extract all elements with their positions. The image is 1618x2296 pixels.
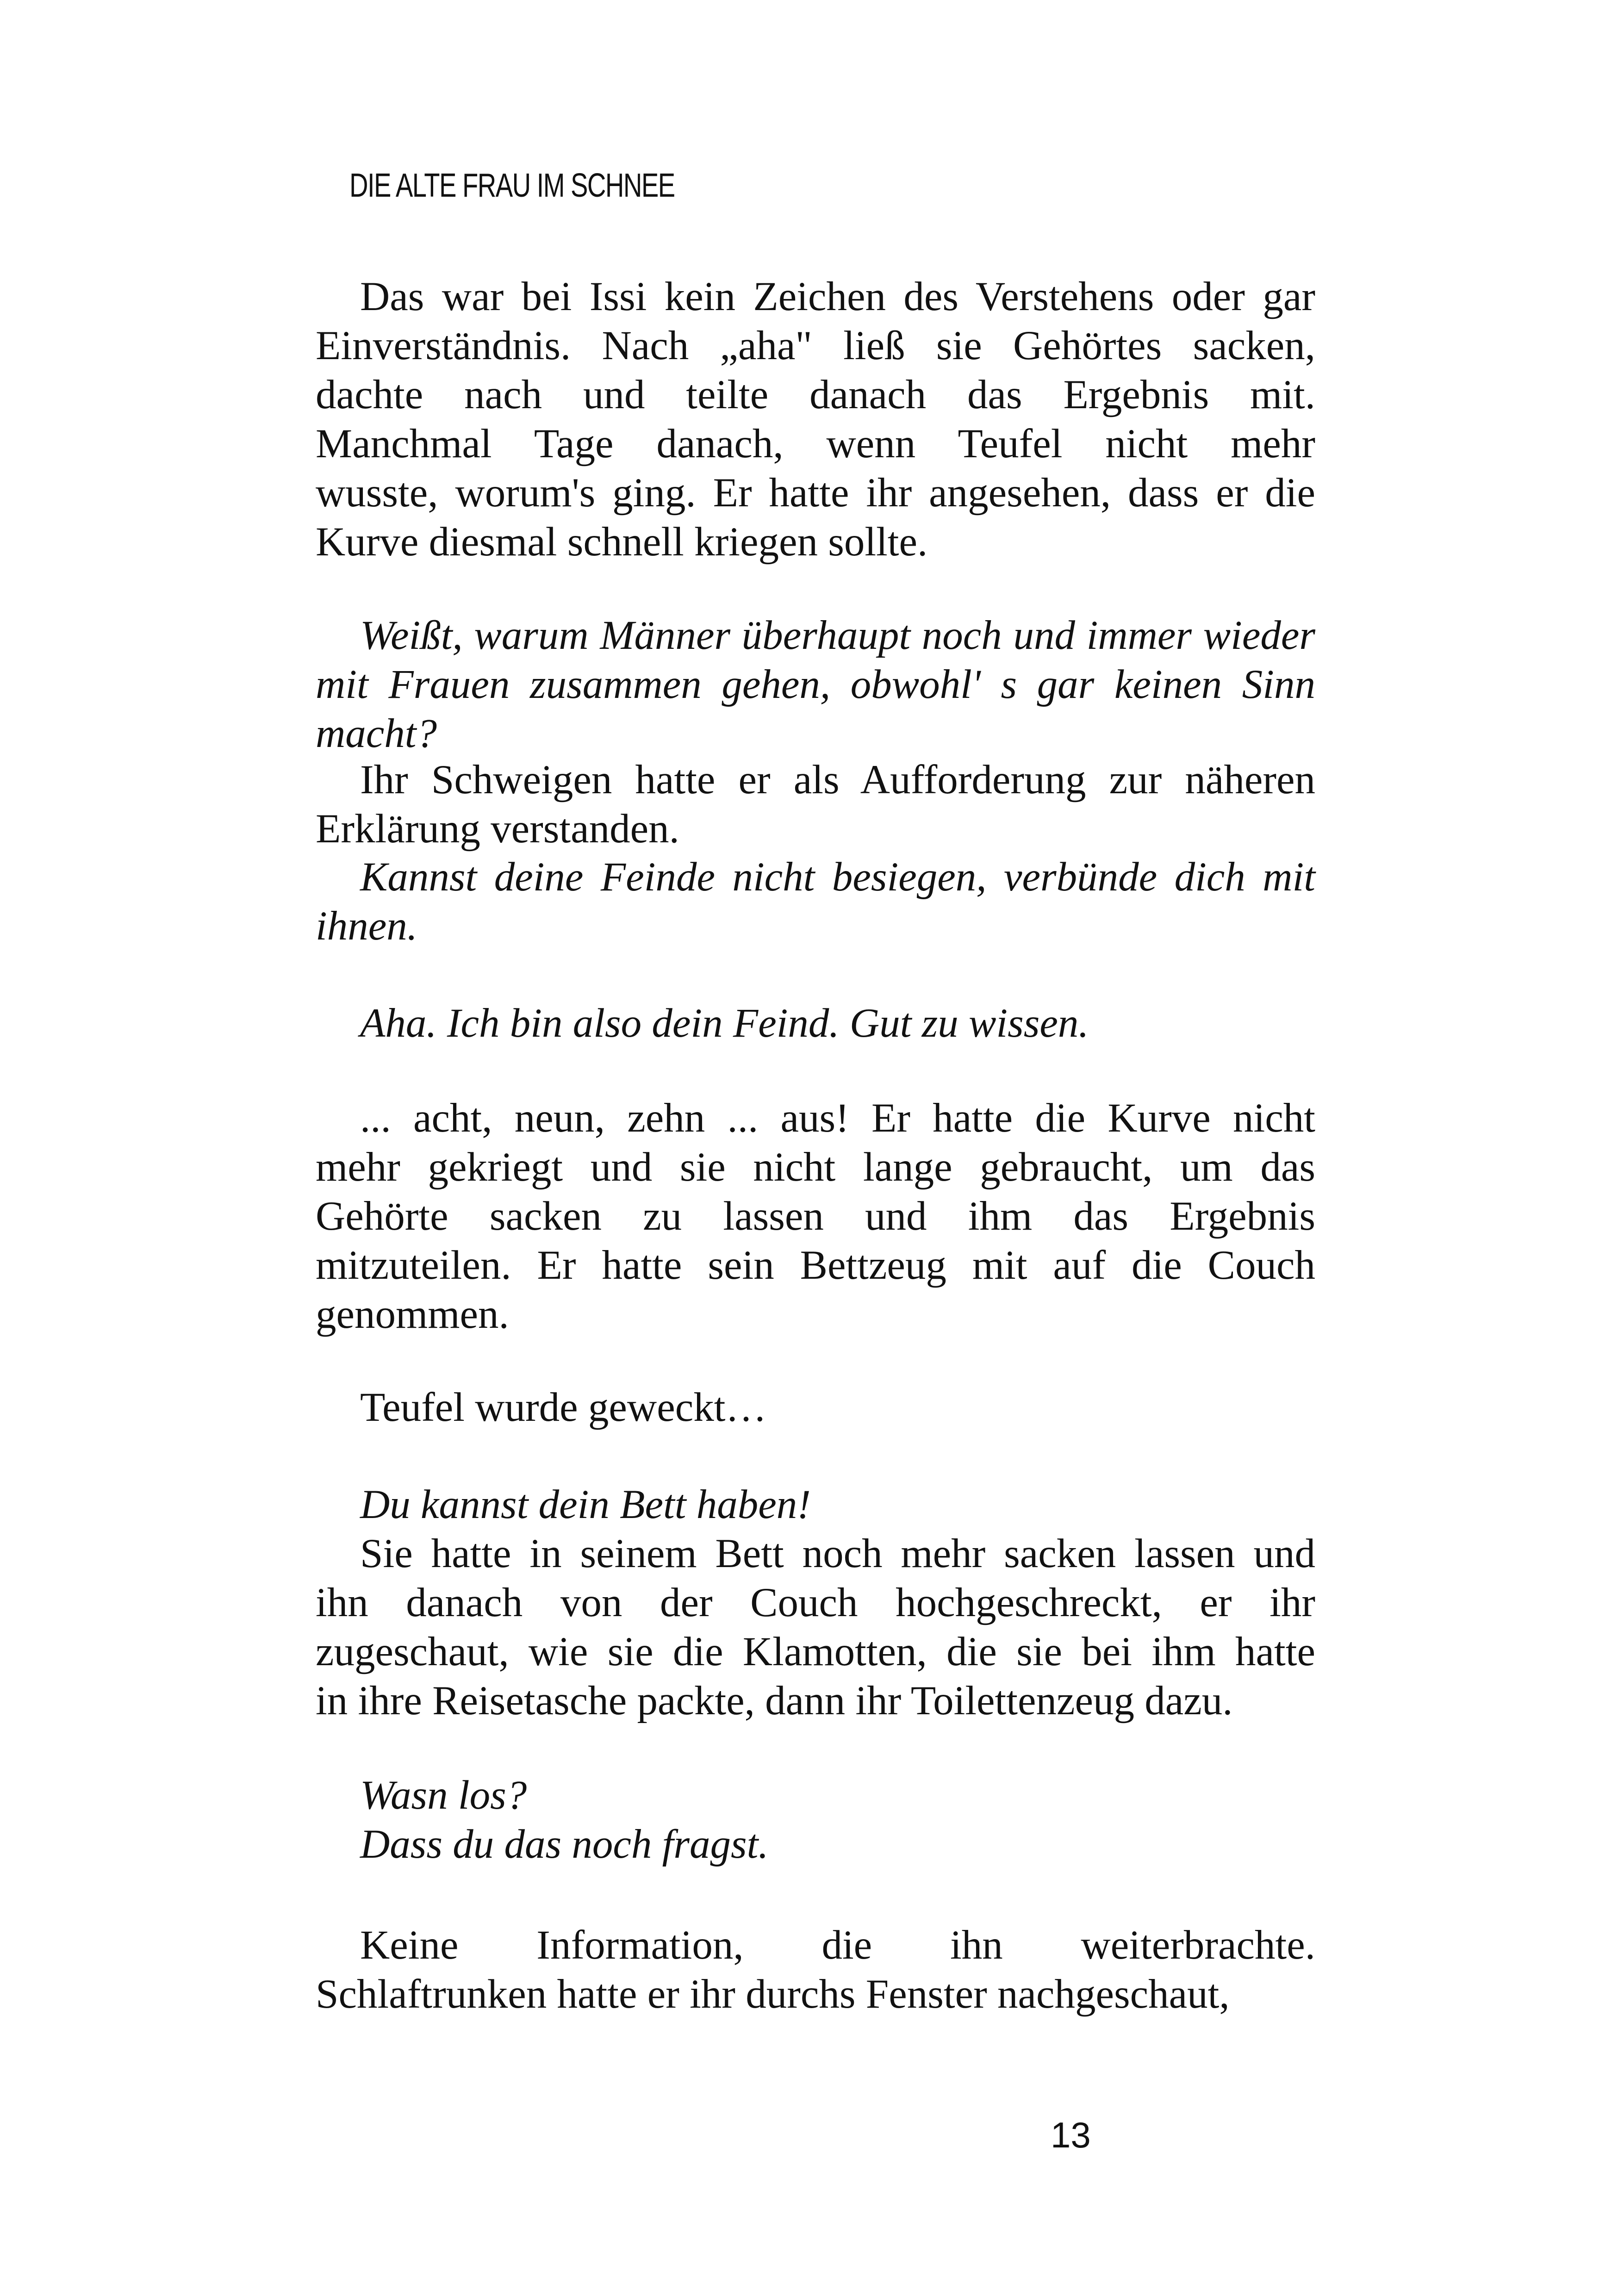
dialogue-italic	[316, 611, 1315, 758]
paragraph-3	[316, 755, 1315, 853]
dialogue-italic	[316, 852, 1315, 951]
text-line: Du kannst dein Bett haben!	[360, 1482, 811, 1527]
text-line: mitzuteilen. Er hatte sein Bettzeug mit auf die Couch	[316, 1243, 1315, 1288]
dialogue-italic	[316, 999, 1315, 1048]
text-line: Sie hatte in seinem Bett noch mehr sacken lassen und	[360, 1531, 1315, 1576]
text-line: ihn danach von der Couch hochgeschreckt, er ihr	[316, 1580, 1315, 1625]
text-line: Keine Information, die ihn weiterbrachte.	[360, 1923, 1315, 1968]
text-line: macht?	[316, 711, 437, 756]
paragraph-11	[316, 1921, 1315, 2019]
paragraph-1	[316, 272, 1315, 566]
text-line: Das war bei Issi kein Zeichen des Verstehens oder gar	[360, 274, 1315, 319]
text-line: Schlaftrunken hatte er ihr durchs Fenster nachgeschaut,	[316, 1972, 1230, 2017]
text-line: wusste, worum's ging. Er hatte ihr angesehen, dass er die	[316, 470, 1315, 516]
text-line: Einverständnis. Nach „aha" ließ sie Gehörtes sacken,	[316, 323, 1315, 368]
text-line: genommen.	[316, 1292, 509, 1337]
paragraph-9	[316, 1529, 1315, 1725]
text-line: mehr gekriegt und sie nicht lange gebraucht, um das	[316, 1145, 1315, 1190]
text-line: Gehörte sacken zu lassen und ihm das Ergebnis	[316, 1194, 1315, 1239]
text-line: Kannst deine Feinde nicht besiegen, verbünde dich mit	[360, 854, 1315, 900]
text-line: Wasn los?	[360, 1773, 527, 1818]
text-line: ihnen.	[316, 903, 417, 949]
text-line: Manchmal Tage danach, wenn Teufel nicht mehr	[316, 421, 1315, 467]
text-line: in ihre Reisetasche packte, dann ihr Toilettenzeug dazu.	[316, 1678, 1233, 1724]
text-line: Dass du das noch fragst.	[360, 1822, 769, 1867]
text-line: Teufel wurde geweckt…	[360, 1385, 767, 1430]
text-line: ... acht, neun, zehn ... aus! Er hatte die Kurve nicht	[360, 1095, 1315, 1141]
paragraph-7	[316, 1383, 1315, 1432]
dialogue-italic	[316, 1480, 1315, 1529]
text-line: zugeschaut, wie sie die Klamotten, die sie bei ihm hatte	[316, 1629, 1315, 1674]
text-line: Erklärung verstanden.	[316, 806, 679, 852]
text-line: mit Frauen zusammen gehen, obwohl' s gar keinen Sinn	[316, 662, 1315, 707]
running-header: DIE ALTE FRAU IM SCHNEE	[349, 167, 675, 204]
dialogue-italic	[316, 1771, 1315, 1869]
paragraph-6	[316, 1094, 1315, 1339]
text-line: Ihr Schweigen hatte er als Aufforderung zur näheren	[360, 757, 1315, 803]
text-line: Weißt, warum Männer überhaupt noch und immer wieder	[360, 613, 1315, 658]
text-line: Aha. Ich bin also dein Feind. Gut zu wissen.	[360, 1001, 1089, 1046]
page-number: 13	[1051, 2115, 1091, 2155]
text-line: Kurve diesmal schnell kriegen sollte.	[316, 519, 928, 565]
text-line: dachte nach und teilte danach das Ergebnis mit.	[316, 372, 1315, 417]
